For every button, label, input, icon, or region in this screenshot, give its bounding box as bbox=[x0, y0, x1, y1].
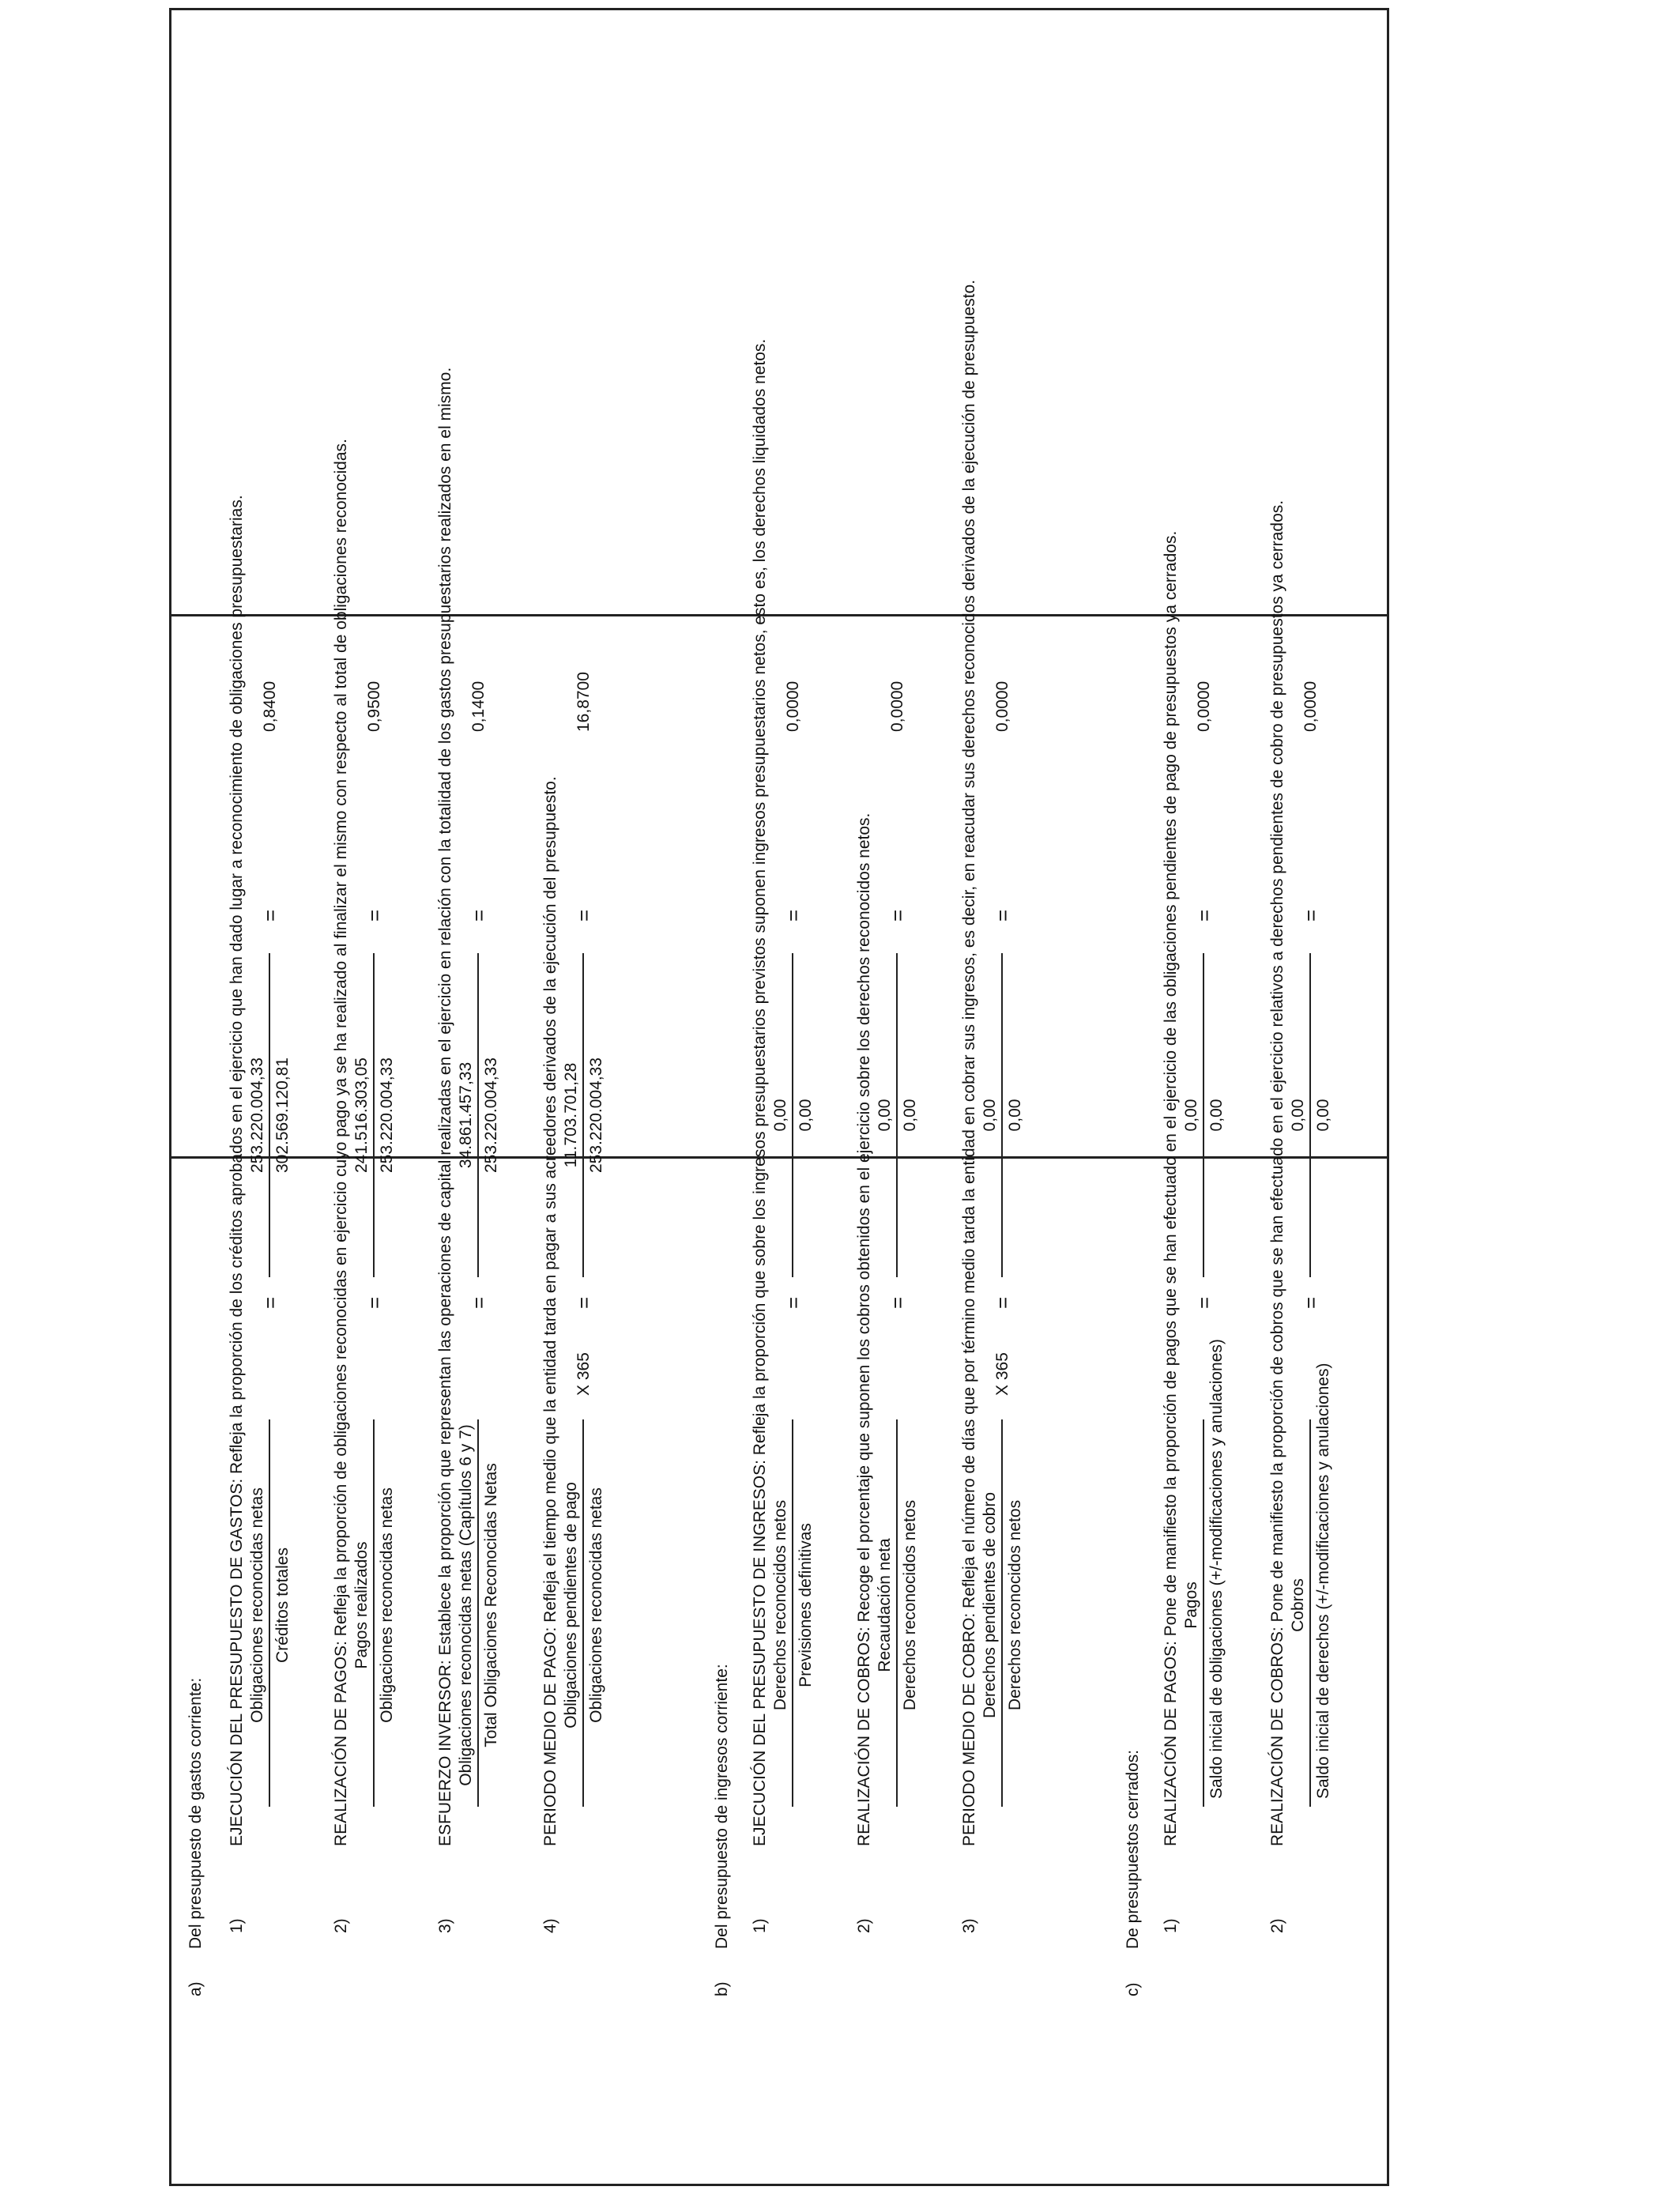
denominator-label: Previsiones definitivas bbox=[797, 1523, 815, 1687]
result-value: 0,0000 bbox=[888, 680, 906, 732]
fraction-bar bbox=[1203, 1419, 1204, 1807]
section-title: Del presupuesto de ingresos corriente: bbox=[713, 1664, 731, 1949]
item-description: ESFUERZO INVERSOR: Establece la proporción que representan las operaciones de capital realizadas en el ejercicio en relación con la totalidad de los gastos presupuestarios realizados en el mismo. bbox=[436, 367, 454, 1846]
numerator-value: 253.220.004,33 bbox=[248, 1057, 266, 1173]
value-fraction-bar bbox=[792, 953, 793, 1277]
fraction-bar bbox=[1309, 1419, 1311, 1807]
section-title: De presupuestos cerrados: bbox=[1124, 1749, 1142, 1949]
result-value: 0,8400 bbox=[261, 680, 279, 732]
item-description: EJECUCIÓN DEL PRESUPUESTO DE INGRESOS: Refleja la proporción que sobre los ingresos presupuestarios previstos suponen ingresos presupuestarios netos, esto es, los derechos liquidados netos. bbox=[751, 338, 769, 1846]
equals-sign: = bbox=[991, 909, 1015, 922]
denominator-value: 0,00 bbox=[1314, 1099, 1332, 1132]
denominator-value: 253.220.004,33 bbox=[378, 1057, 396, 1173]
equals-sign: = bbox=[1299, 1296, 1323, 1309]
section-letter: a) bbox=[186, 1981, 205, 1996]
denominator-label: Saldo inicial de obligaciones (+/-modificaciones y anulaciones) bbox=[1207, 1339, 1226, 1799]
denominator-value: 0,00 bbox=[901, 1099, 919, 1132]
value-fraction-bar bbox=[269, 953, 270, 1277]
denominator-value: 253.220.004,33 bbox=[587, 1057, 605, 1173]
equals-sign: = bbox=[572, 909, 596, 922]
result-value: 0,9500 bbox=[365, 680, 383, 732]
fraction-bar bbox=[896, 1419, 898, 1807]
numerator-value: 0,00 bbox=[876, 1099, 894, 1132]
numerator-value: 0,00 bbox=[981, 1099, 999, 1132]
value-fraction-bar bbox=[1309, 953, 1311, 1277]
numerator-value: 34.861.457,33 bbox=[457, 1061, 475, 1169]
item-number: 2) bbox=[332, 1918, 350, 1933]
multiplier: X 365 bbox=[993, 1352, 1011, 1396]
numerator-value: 0,00 bbox=[1289, 1099, 1307, 1132]
equals-sign: = bbox=[467, 1296, 491, 1309]
item-description: REALIZACIÓN DE PAGOS: Pone de manifiesto la proporción de pagos que se han efectuado en el ejercicio de las obligaciones pendientes de pago de presupuestos ya cerrados. bbox=[1162, 530, 1180, 1846]
item-number: 1) bbox=[1162, 1918, 1180, 1933]
denominator-label: Obligaciones reconocidas netas bbox=[378, 1487, 396, 1723]
numerator-label: Cobros bbox=[1289, 1578, 1307, 1632]
equals-sign: = bbox=[886, 909, 910, 922]
item-number: 3) bbox=[960, 1918, 978, 1933]
item-description: REALIZACIÓN DE COBROS: Recoge el porcentaje que suponen los cobros obtenidos en el ejercicio sobre los derechos reconocidos netos. bbox=[855, 812, 873, 1846]
section-title: Del presupuesto de gastos corriente: bbox=[186, 1677, 205, 1949]
result-value: 0,0000 bbox=[993, 680, 1011, 732]
result-value: 0,0000 bbox=[784, 680, 802, 732]
fraction-bar bbox=[269, 1419, 270, 1807]
denominator-label: Total Obligaciones Reconocidas Netas bbox=[482, 1463, 500, 1747]
fraction-bar bbox=[477, 1419, 479, 1807]
item-number: 3) bbox=[436, 1918, 454, 1933]
equals-sign: = bbox=[782, 909, 805, 922]
denominator-label: Créditos totales bbox=[273, 1547, 292, 1663]
multiplier: X 365 bbox=[574, 1352, 593, 1396]
value-fraction-bar bbox=[582, 953, 584, 1277]
denominator-value: 0,00 bbox=[1006, 1099, 1024, 1132]
equals-sign: = bbox=[1192, 909, 1216, 922]
fraction-bar bbox=[582, 1419, 584, 1807]
numerator-label: Derechos pendientes de cobro bbox=[981, 1491, 999, 1719]
item-description: REALIZACIÓN DE COBROS: Pone de manifiesto la proporción de cobros que se han efectuado en el ejercicio relativos a derechos pendientes de cobro de presupuestos ya cerrados. bbox=[1268, 499, 1286, 1846]
item-description: PERIODO MEDIO DE COBRO: Refleja el número de días que por término medio tarda la entidad en cobrar sus ingresos, es decir, en reacudar sus derechos reconocidos derivados de la ejecución de presupuesto. bbox=[960, 279, 978, 1846]
equals-sign: = bbox=[258, 909, 282, 922]
item-number: 1) bbox=[751, 1918, 769, 1933]
denominator-value: 0,00 bbox=[797, 1099, 815, 1132]
denominator-label: Saldo inicial de derechos (+/-modificaciones y anulaciones) bbox=[1314, 1363, 1332, 1799]
numerator-label: Pagos bbox=[1182, 1581, 1200, 1629]
item-description: PERIODO MEDIO DE PAGO: Refleja el tiempo medio que la entidad tarda en pagar a sus acreedores derivados de la ejecución del presupuesto. bbox=[541, 776, 559, 1846]
numerator-value: 0,00 bbox=[1182, 1099, 1200, 1132]
equals-sign: = bbox=[1299, 909, 1323, 922]
result-value: 16,8700 bbox=[574, 672, 593, 732]
equals-sign: = bbox=[991, 1296, 1015, 1309]
denominator-label: Obligaciones reconocidas netas bbox=[587, 1487, 605, 1723]
denominator-label: Derechos reconocidos netos bbox=[1006, 1499, 1024, 1711]
value-fraction-bar bbox=[1203, 953, 1204, 1277]
fraction-bar bbox=[373, 1419, 375, 1807]
value-fraction-bar bbox=[1001, 953, 1003, 1277]
numerator-value: 11.703.701,28 bbox=[562, 1062, 580, 1168]
equals-sign: = bbox=[467, 909, 491, 922]
equals-sign: = bbox=[258, 1296, 282, 1309]
denominator-value: 253.220.004,33 bbox=[482, 1057, 500, 1173]
numerator-label: Derechos reconocidos netos bbox=[771, 1499, 789, 1711]
item-description: EJECUCIÓN DEL PRESUPUESTO DE GASTOS: Refleja la proporción de los créditos aprobados en el ejercicio que han dado lugar a reconocimiento de obligaciones presupuestarias. bbox=[228, 495, 246, 1846]
item-number: 1) bbox=[228, 1918, 246, 1933]
denominator-label: Derechos reconocidos netos bbox=[901, 1499, 919, 1711]
section-letter: b) bbox=[713, 1981, 731, 1996]
item-number: 2) bbox=[855, 1918, 873, 1933]
numerator-label: Pagos realizados bbox=[352, 1541, 371, 1669]
fraction-bar bbox=[792, 1419, 793, 1807]
section-divider bbox=[169, 614, 1389, 616]
numerator-value: 241.516.303,05 bbox=[352, 1057, 371, 1173]
numerator-label: Recaudación neta bbox=[876, 1538, 894, 1672]
value-fraction-bar bbox=[373, 953, 375, 1277]
equals-sign: = bbox=[886, 1296, 910, 1309]
numerator-label: Obligaciones pendientes de pago bbox=[562, 1482, 580, 1728]
equals-sign: = bbox=[363, 1296, 386, 1309]
equals-sign: = bbox=[1192, 1296, 1216, 1309]
result-value: 0,0000 bbox=[1195, 680, 1213, 732]
section-letter: c) bbox=[1124, 1982, 1142, 1996]
item-number: 2) bbox=[1268, 1918, 1286, 1933]
equals-sign: = bbox=[782, 1296, 805, 1309]
denominator-value: 302.569.120,81 bbox=[273, 1057, 292, 1173]
item-description: REALIZACIÓN DE PAGOS: Refleja la proporción de obligaciones reconocidas en ejercicio cuyo pago ya se ha realizado al finalizar el mismo con respecto al total de obligaciones reconocidas. bbox=[332, 439, 350, 1846]
numerator-value: 0,00 bbox=[771, 1099, 789, 1132]
value-fraction-bar bbox=[896, 953, 898, 1277]
result-value: 0,1400 bbox=[469, 680, 488, 732]
numerator-label: Obligaciones reconocidas netas (Capítulos 6 y 7) bbox=[457, 1424, 475, 1786]
denominator-value: 0,00 bbox=[1207, 1099, 1226, 1132]
item-number: 4) bbox=[541, 1918, 559, 1933]
result-value: 0,0000 bbox=[1301, 680, 1320, 732]
numerator-label: Obligaciones reconocidas netas bbox=[248, 1487, 266, 1723]
equals-sign: = bbox=[363, 909, 386, 922]
fraction-bar bbox=[1001, 1419, 1003, 1807]
value-fraction-bar bbox=[477, 953, 479, 1277]
equals-sign: = bbox=[572, 1296, 596, 1309]
